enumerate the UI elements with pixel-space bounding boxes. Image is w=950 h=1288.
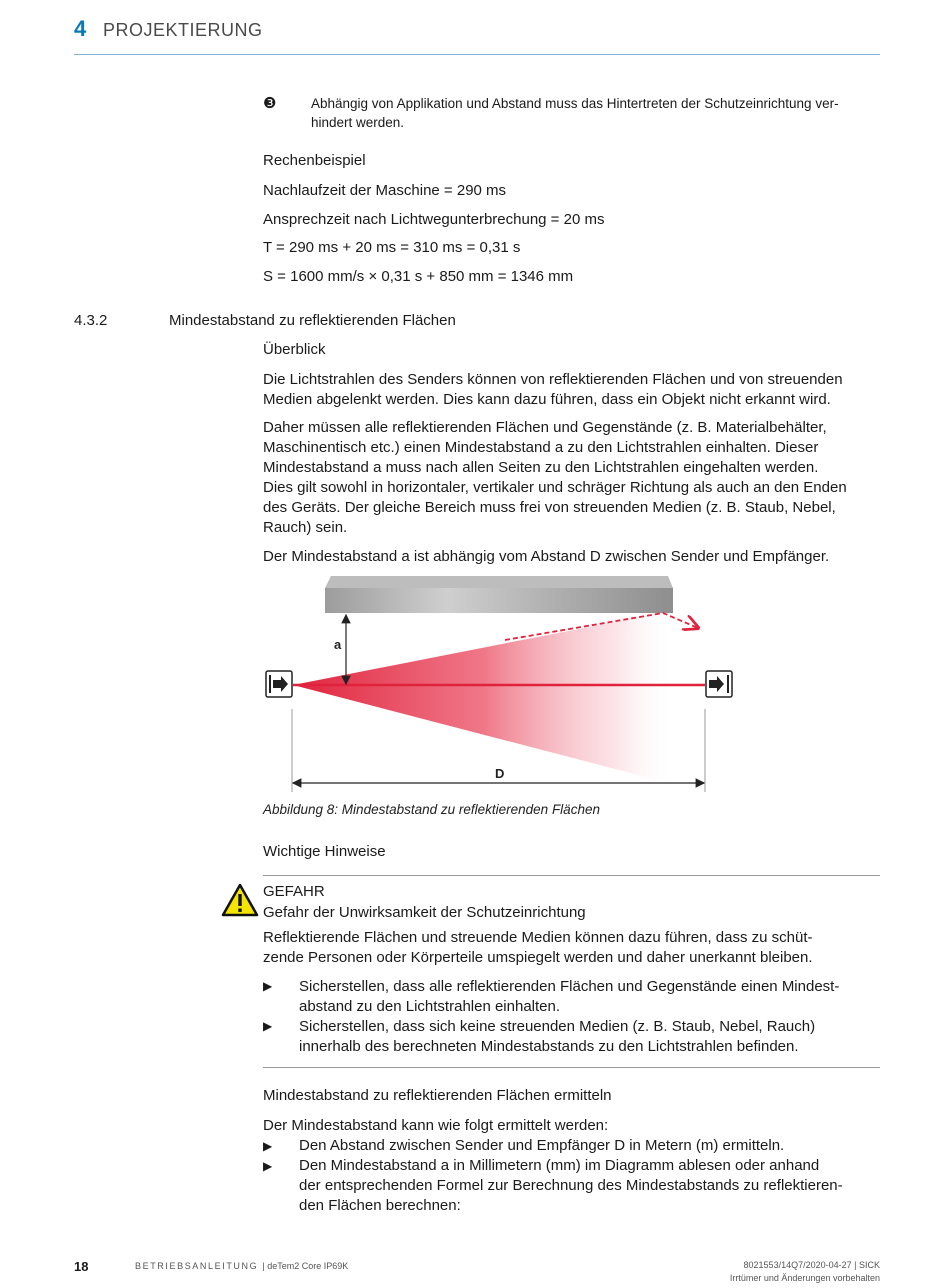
text-line: Medien abgelenkt werden. Dies kann dazu führen, dass ein Objekt nicht erkannt wird. <box>263 391 831 408</box>
example-line: T = 290 ms + 20 ms = 310 ms = 0,31 s <box>263 239 521 256</box>
text-line: innerhalb des berechneten Mindestabstands zu den Lichtstrahlen befinden. <box>299 1038 799 1055</box>
example-line: S = 1600 mm/s × 0,31 s + 850 mm = 1346 mm <box>263 268 574 285</box>
light-beam-cone <box>293 612 675 782</box>
text-line: Daher müssen alle reflektierenden Flächen und Gegenstände (z. B. Materialbehälter, <box>263 419 827 436</box>
danger-bullet <box>299 977 839 1017</box>
receiver-icon <box>706 671 732 697</box>
determine-bullet <box>299 1156 843 1216</box>
bullet-icon: ▶ <box>263 1159 273 1173</box>
danger-signal-word: GEFAHR <box>263 883 325 900</box>
label-d: D <box>495 766 505 781</box>
note-line: hindert werden. <box>311 115 405 130</box>
example-heading: Rechenbeispiel <box>263 152 366 169</box>
text-line: Mindestabstand a muss nach allen Seiten zu den Lichtstrahlen eingehalten werden. <box>263 459 819 476</box>
bullet-icon: ▶ <box>263 979 273 993</box>
footer-brand: SICK <box>858 1260 880 1270</box>
overview-heading: Überblick <box>263 341 326 358</box>
overview-paragraph-1 <box>263 370 843 410</box>
example-line: Nachlaufzeit der Maschine = 290 ms <box>263 182 507 199</box>
reflective-surface <box>325 576 673 613</box>
text-line: den Flächen berechnen: <box>299 1197 461 1214</box>
overview-paragraph-2 <box>263 418 847 538</box>
section-number: 4.3.2 <box>74 312 108 329</box>
bullet-icon: ▶ <box>263 1019 273 1033</box>
important-heading: Wichtige Hinweise <box>263 843 386 860</box>
chapter-title: PROJEKTIERUNG <box>103 20 263 40</box>
footer-ref: 8021553/14Q7/2020-04-27 <box>743 1260 852 1270</box>
label-a: a <box>334 637 342 652</box>
danger-text <box>263 928 813 968</box>
danger-bullet <box>299 1017 815 1057</box>
text-line: Den Mindestabstand a in Millimetern (mm) im Diagramm ablesen oder anhand <box>299 1157 820 1174</box>
bullet-icon: ▶ <box>263 1139 273 1153</box>
note-line: Abhängig von Applikation und Abstand muss das Hintertreten der Schutzeinrichtung ver- <box>311 96 839 111</box>
page-number: 18 <box>74 1259 89 1274</box>
danger-top-rule <box>263 875 880 876</box>
overview-paragraph-3: Der Mindestabstand a ist abhängig vom Abstand D zwischen Sender und Empfänger. <box>263 548 830 565</box>
text-line: zende Personen oder Körperteile umspiegelt werden und daher unerkannt bleiben. <box>263 949 813 966</box>
footer-disclaimer: Irrtümer und Änderungen vorbehalten <box>729 1273 880 1283</box>
section-title: Mindestabstand zu reflektierenden Flächen <box>169 312 456 329</box>
footer-reference: 8021553/14Q7/2020-04-27 | SICK <box>743 1260 880 1270</box>
warning-icon <box>221 883 259 917</box>
example-line: Ansprechzeit nach Lichtwegunterbrechung = 20 ms <box>263 211 605 228</box>
text-line: abstand zu den Lichtstrahlen einhalten. <box>299 998 561 1015</box>
determine-bullet <box>299 1136 784 1156</box>
text-line: Den Abstand zwischen Sender und Empfänger D in Metern (m) ermitteln. <box>299 1137 785 1154</box>
text-line: des Geräts. Der gleiche Bereich muss frei von streuenden Medien (z. B. Staub, Nebel, <box>263 499 836 516</box>
text-line: Reflektierende Flächen und streuende Medien können dazu führen, dass zu schüt- <box>263 929 813 946</box>
figure-caption: Abbildung 8: Mindestabstand zu reflektierenden Flächen <box>263 802 600 817</box>
text-line: Rauch) sein. <box>263 519 348 536</box>
text-line: Dies gilt sowohl in horizontaler, vertikaler und schräger Richtung als auch an den Enden <box>263 479 847 496</box>
note-text <box>311 94 839 132</box>
text-line: Sicherstellen, dass sich keine streuenden Medien (z. B. Staub, Nebel, Rauch) <box>299 1018 816 1035</box>
text-line: Die Lichtstrahlen des Senders können von reflektierenden Flächen und von streuenden <box>263 371 843 388</box>
footer-doc-info: BETRIEBSANLEITUNG | deTem2 Core IP69K <box>135 1261 349 1271</box>
determine-heading: Mindestabstand zu reflektierenden Flächen ermitteln <box>263 1087 612 1104</box>
text-line: Sicherstellen, dass alle reflektierenden Flächen und Gegenstände einen Mindest- <box>299 978 840 995</box>
determine-intro: Der Mindestabstand kann wie folgt ermittelt werden: <box>263 1117 609 1134</box>
danger-bottom-rule <box>263 1067 880 1068</box>
note-marker: ❸ <box>263 95 277 112</box>
sender-icon <box>266 671 292 697</box>
text-line: Maschinentisch etc.) einen Mindestabstand a zu den Lichtstrahlen einhalten. Dieser <box>263 439 819 456</box>
reflective-surface-figure <box>255 572 755 797</box>
header-divider <box>74 54 880 55</box>
danger-subtitle: Gefahr der Unwirksamkeit der Schutzeinrichtung <box>263 904 586 921</box>
chapter-number: 4 <box>74 16 87 41</box>
text-line: der entsprechenden Formel zur Berechnung des Mindestabstands zu reflektieren- <box>299 1177 843 1194</box>
footer-product: deTem2 Core IP69K <box>267 1261 349 1271</box>
footer-doc-type: BETRIEBSANLEITUNG <box>135 1261 259 1271</box>
